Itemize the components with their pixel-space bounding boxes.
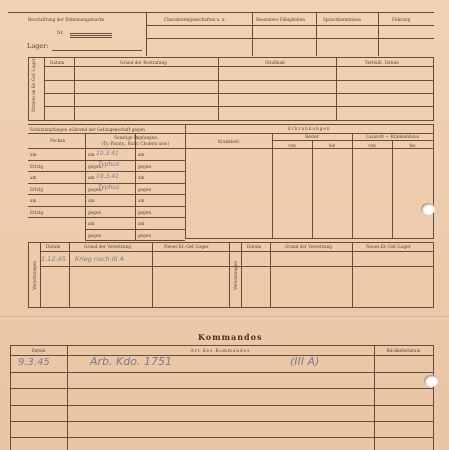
vacc-row-label: gegen bbox=[138, 210, 152, 215]
handwritten-vacc-date-1: 10.3.41 bbox=[96, 150, 119, 157]
vacc-row-label: gegen bbox=[138, 187, 152, 192]
illness-header: Erkrankungen bbox=[288, 126, 331, 131]
punish-penalty-header: Strafmaß bbox=[265, 60, 285, 65]
vacc-row-label: gegen bbox=[88, 187, 102, 192]
vacc-row-label: gegen bbox=[138, 233, 152, 238]
vacc-row-label: gegen bbox=[88, 210, 102, 215]
nr-label: Nr. bbox=[57, 30, 64, 35]
vacc-row-label: gegen bbox=[88, 164, 102, 169]
vacc-row-label: am bbox=[138, 175, 145, 180]
handwritten-kdo-note: (III A) bbox=[290, 355, 320, 368]
vacc-row-label: am bbox=[30, 198, 37, 203]
vacc-row-label: Erfolg bbox=[30, 210, 44, 215]
vacc-row-label: gegen bbox=[138, 164, 152, 169]
fold-line bbox=[0, 316, 449, 319]
vacc-row-label: am bbox=[138, 198, 145, 203]
handwritten-vacc-type-2: Typhus bbox=[98, 184, 120, 191]
transfer-reason-header: Grund der Versetzung bbox=[84, 244, 131, 249]
illness-revier-to: bis bbox=[328, 143, 336, 148]
vacc-pocken-header: Pocken bbox=[50, 138, 66, 143]
vacc-other-header: Sonstige Impfungen bbox=[114, 135, 157, 140]
language-header: Sprachkenntnisse bbox=[323, 17, 361, 22]
vacc-row-label: am bbox=[88, 175, 95, 180]
handwritten-vacc-date-2: 10.3.41 bbox=[96, 173, 119, 180]
handwritten-transfer-date: 1.12.45 bbox=[41, 255, 66, 263]
certificate-label: Beschriftung der Erkennungsmarke bbox=[28, 17, 105, 22]
vacc-row-label: Erfolg bbox=[30, 187, 44, 192]
illness-lazarett-to: bis bbox=[409, 143, 416, 148]
transfer-date-header: Datum bbox=[46, 244, 61, 249]
transfer-camp-header-2: Neues Kr.-Gef.-Lager bbox=[366, 244, 411, 249]
lager-label: Lager: bbox=[27, 42, 49, 50]
kdo-return-header: Rückkehrdatum bbox=[386, 348, 421, 353]
transfers-side-label: Versetzungen bbox=[32, 261, 37, 290]
vaccination-header: Schutzimpfungen während der Gefangenschaft gegen bbox=[30, 127, 145, 132]
handwritten-kdo-date: 9.3.45 bbox=[18, 357, 50, 368]
vacc-row-label: gegen bbox=[88, 233, 102, 238]
illness-lazarett-from: von bbox=[368, 143, 376, 148]
illness-lazarett-header: Lazarett — Krankenhaus bbox=[366, 134, 419, 139]
transfers-side-label-2: Versetzungen bbox=[233, 261, 238, 290]
vacc-row-label: Erfolg bbox=[30, 164, 44, 169]
transfer-date-header-2: Datum bbox=[247, 244, 262, 249]
illness-revier-from: von bbox=[288, 143, 296, 148]
vacc-row-label: am bbox=[30, 152, 37, 157]
punishments-side-label: Strafen im Kr.-Gef.-Lager bbox=[31, 58, 36, 112]
punish-served-header: Verbüßt. Datum bbox=[365, 60, 399, 65]
leadership-header: Führung bbox=[392, 17, 411, 22]
illness-disease-header: Krankheit bbox=[217, 139, 240, 144]
kommandos-title: Kommandos bbox=[198, 332, 263, 342]
transfer-camp-header: Neues Kr.-Gef.-Lager bbox=[164, 244, 209, 249]
vacc-row-label: am bbox=[138, 221, 145, 226]
punish-reason-header: Grund der Bestrafung bbox=[120, 60, 167, 65]
transfer-reason-header-2: Grund der Versetzung bbox=[285, 244, 332, 249]
character-header: Charaktereigenschaften u. a. bbox=[164, 17, 226, 22]
punch-hole bbox=[424, 375, 438, 387]
kdo-type-header: Art des Kommandos bbox=[190, 348, 251, 353]
vacc-row-label: am bbox=[138, 152, 145, 157]
vacc-row-label: am bbox=[88, 221, 95, 226]
handwritten-transfer-reason: Krieg nach III A bbox=[75, 255, 125, 263]
punch-hole bbox=[421, 203, 435, 215]
punish-date-header: Datum bbox=[50, 60, 65, 65]
vacc-row-label: am bbox=[88, 198, 95, 203]
handwritten-vacc-type-1: Typhus bbox=[98, 161, 120, 168]
abilities-header: Besondere Fähigkeiten bbox=[256, 17, 305, 22]
illness-revier-header: Revier bbox=[305, 134, 319, 139]
vacc-row-label: am bbox=[30, 175, 37, 180]
handwritten-kdo-type: Arb. Kdo. 1751 bbox=[90, 355, 172, 368]
vacc-other-sub: (Ty.-Paraty., Ruhr, Cholera usw.) bbox=[101, 141, 170, 146]
vacc-row-label: am bbox=[88, 152, 95, 157]
kdo-date-header: Datum bbox=[31, 348, 46, 353]
